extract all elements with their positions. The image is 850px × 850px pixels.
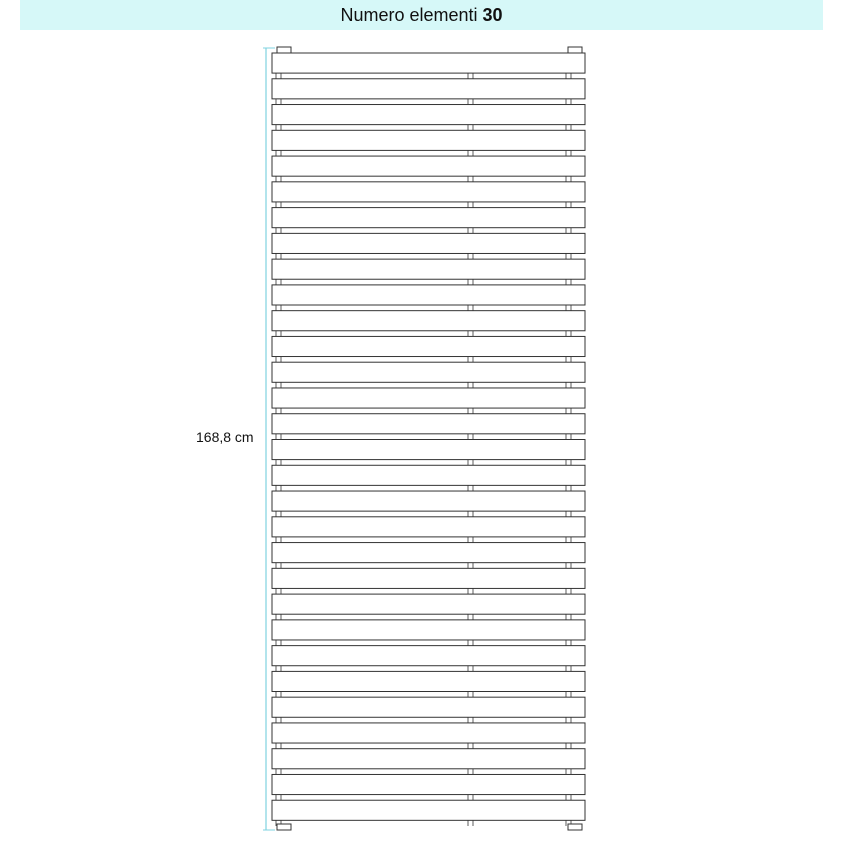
radiator-element	[272, 671, 585, 691]
radiator-element	[272, 105, 585, 125]
mounting-bracket	[568, 824, 582, 830]
radiator-element	[272, 182, 585, 202]
radiator-element	[272, 362, 585, 382]
radiator-element	[272, 388, 585, 408]
radiator-element	[272, 233, 585, 253]
radiator-element	[272, 568, 585, 588]
radiator-element	[272, 130, 585, 150]
header-label: Numero elementi	[340, 4, 478, 25]
radiator-element	[272, 646, 585, 666]
radiator-elements	[272, 53, 585, 820]
radiator-element	[272, 440, 585, 460]
radiator-element	[272, 800, 585, 820]
radiator-element	[272, 156, 585, 176]
mounting-bracket	[277, 824, 291, 830]
radiator-element	[272, 517, 585, 537]
radiator-element	[272, 336, 585, 356]
radiator-element	[272, 749, 585, 769]
radiator-element	[272, 620, 585, 640]
radiator-element	[272, 491, 585, 511]
radiator-element	[272, 723, 585, 743]
mounting-bracket	[277, 47, 291, 53]
radiator-element	[272, 208, 585, 228]
radiator-element	[272, 53, 585, 73]
radiator-element	[272, 774, 585, 794]
mounting-bracket	[568, 47, 582, 53]
radiator-element	[272, 311, 585, 331]
height-dimension-label: 168,8 cm	[196, 429, 254, 445]
radiator-element	[272, 697, 585, 717]
radiator-element	[272, 79, 585, 99]
radiator-element	[272, 465, 585, 485]
radiator-element	[272, 259, 585, 279]
radiator-element	[272, 543, 585, 563]
element-count: 30	[482, 4, 503, 25]
radiator-element	[272, 594, 585, 614]
radiator-element	[272, 414, 585, 434]
radiator-element	[272, 285, 585, 305]
